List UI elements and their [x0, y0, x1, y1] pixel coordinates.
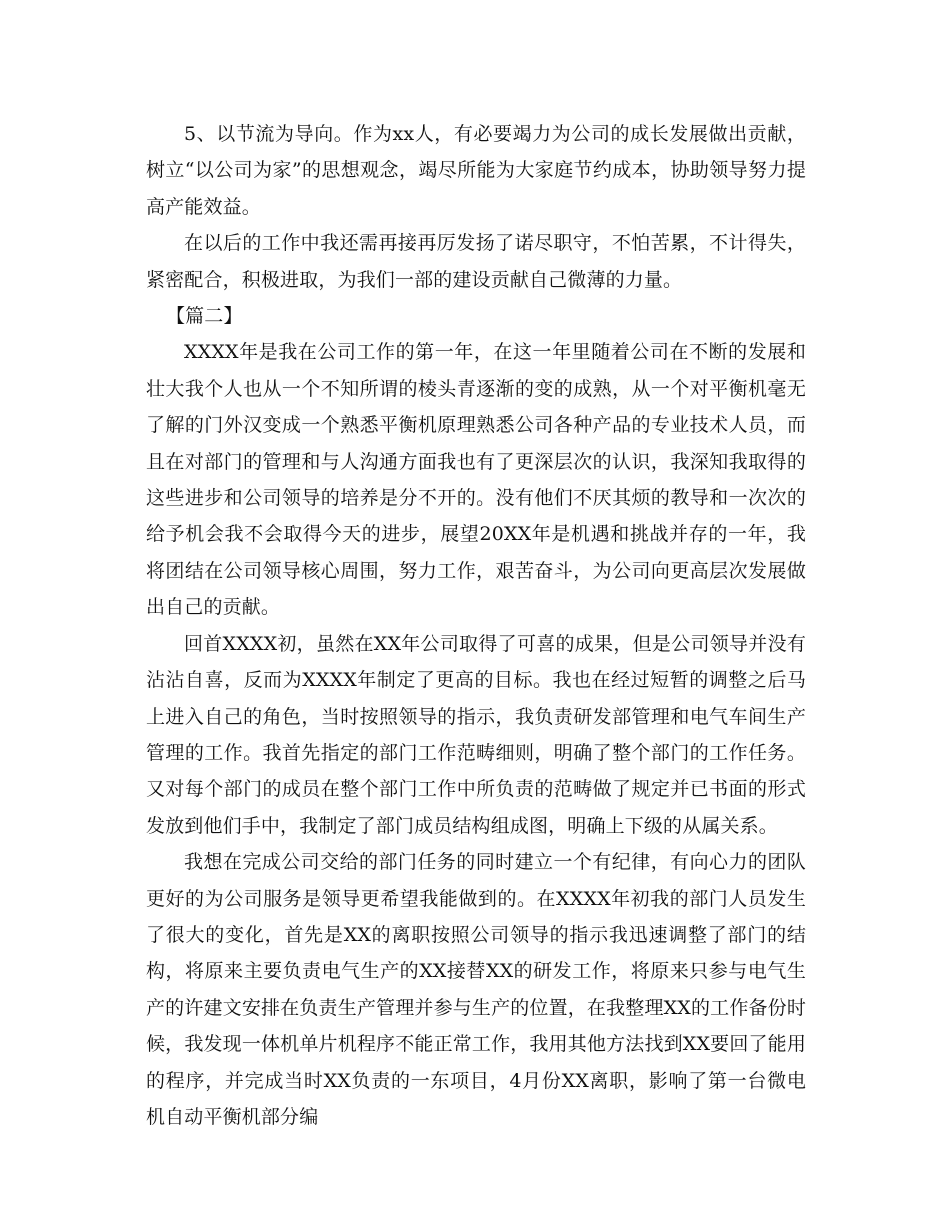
paragraph-team-building: 我想在完成公司交给的部门任务的同时建立一个有纪律，有向心力的团队更好的为公司服务是领导更希望我能做到的。在XXXX年初我的部门人员发生了很大的变化，首先是XX的离职按照公司领导的指示我迅速调整了部门的结构，将原来主要负责电气生产的XX接替XX的研发工作，将原来只参与电气生产的许建文安排在负责生产管理并参与生产的位置，在我整理XX的工作备份时候，我发现一体机单片机程序不能正常工作，我用其他方法找到XX要回了能用的程序，并完成当时XX负责的一东项目，4月份XX离职，影响了第一台微电机自动平衡机部分编	[146, 851, 806, 1128]
document-body	[146, 116, 806, 1135]
paragraph-saving-guidance: 5、以节流为导向。作为xx人，有必要竭力为公司的成长发展做出贡献，树立“以公司为家”的思想观念，竭尽所能为大家庭节约成本，协助领导努力提高产能效益。	[146, 123, 806, 218]
section-heading-part-two: 【篇二】	[166, 305, 243, 328]
paragraph-future-work: 在以后的工作中我还需再接再厉发扬了诺尽职守，不怕苦累，不计得失，紧密配合，积极进取，为我们一部的建设贡献自己微薄的力量。	[146, 232, 806, 291]
paragraph-first-year: XXXX年是我在公司工作的第一年，在这一年里随着公司在不断的发展和壮大我个人也从一个不知所谓的棱头青逐渐的变的成熟，从一个对平衡机毫无了解的门外汉变成一个熟悉平衡机原理熟悉公司各种产品的专业技术人员，而且在对部门的管理和与人沟通方面我也有了更深层次的认识，我深知我取得的这些进步和公司领导的培养是分不开的。没有他们不厌其烦的教导和一次次的给予机会我不会取得今天的进步，展望20XX年是机遇和挑战并存的一年，我将团结在公司领导核心周围，努力工作，艰苦奋斗，为公司向更高层次发展做出自己的贡献。	[146, 341, 806, 619]
paragraph-looking-back: 回首XXXX初，虽然在XX年公司取得了可喜的成果，但是公司领导并没有沾沾自喜，反而为XXXX年制定了更高的目标。我也在经过短暂的调整之后马上进入自己的角色，当时按照领导的指示，我负责研发部管理和电气车间生产管理的工作。我首先指定的部门工作范畴细则，明确了整个部门的工作任务。又对每个部门的成员在整个部门工作中所负责的范畴做了规定并已书面的形式发放到他们手中，我制定了部门成员结构组成图，明确上下级的从属关系。	[146, 632, 806, 837]
